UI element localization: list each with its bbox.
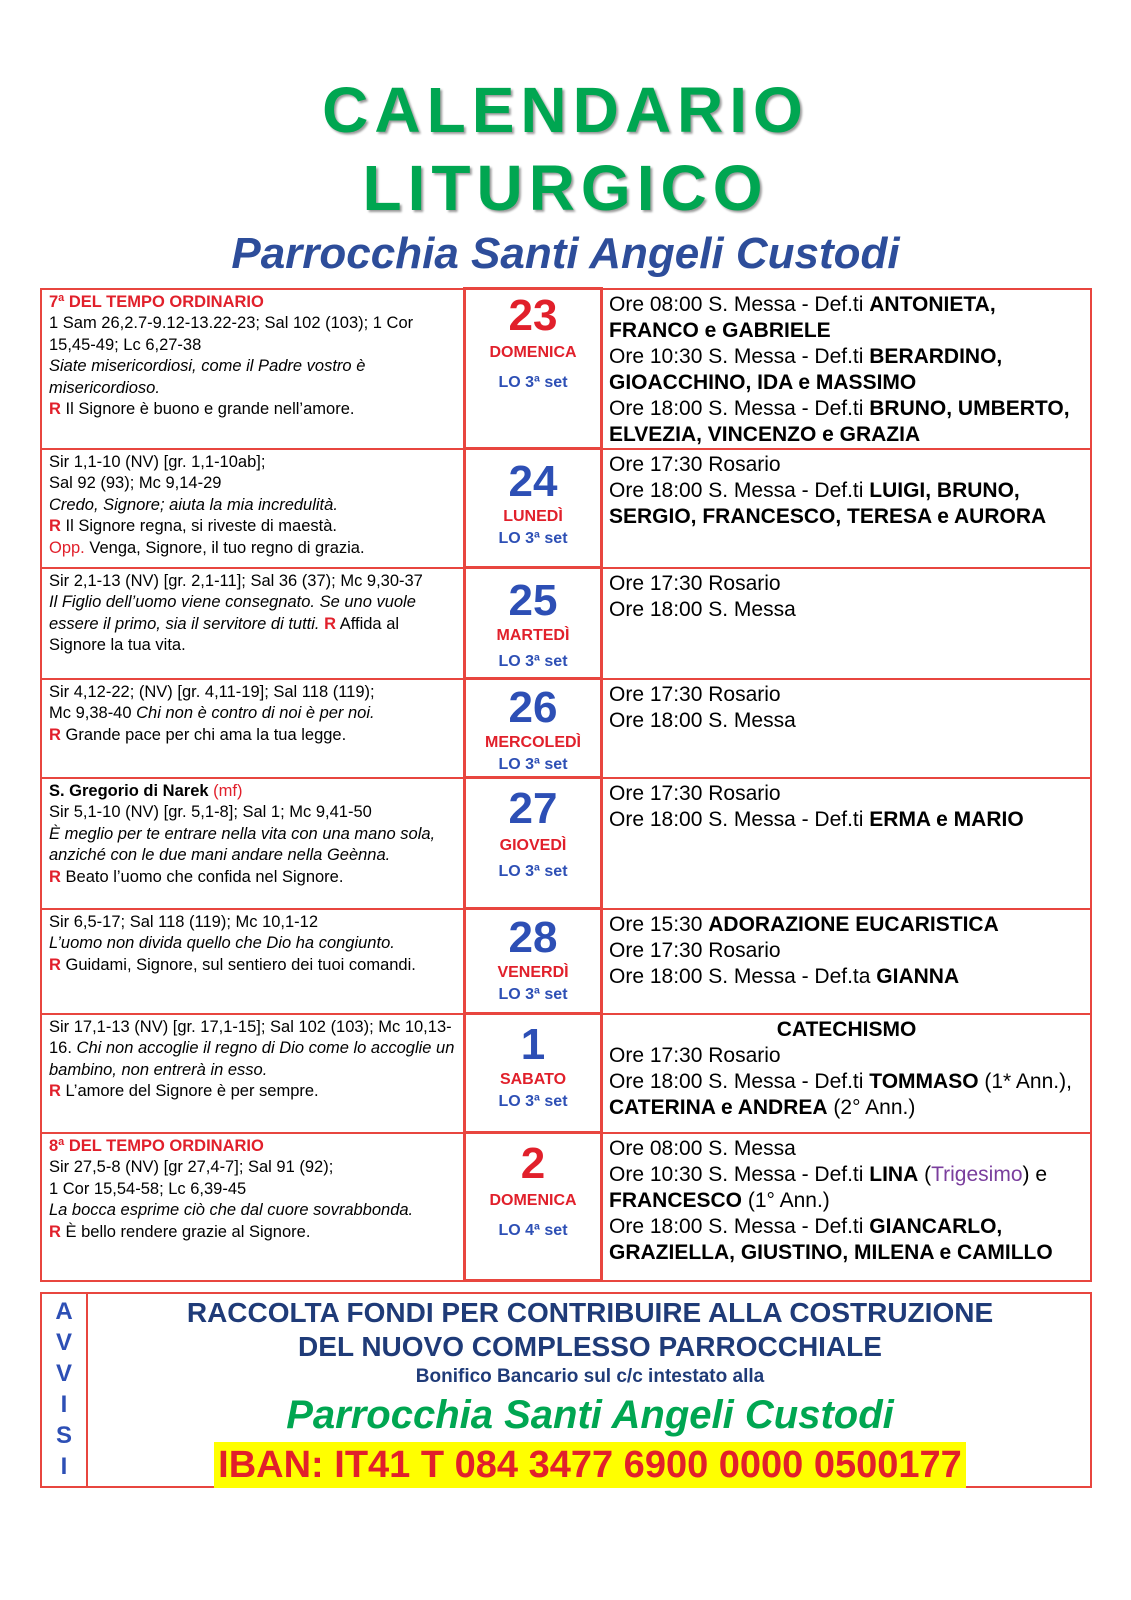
response-text: Il Signore è buono e grande nell’amore. — [60, 400, 355, 418]
mass-intentions: BERARDINO, GIOACCHINO, IDA e MASSIMO — [609, 344, 1003, 394]
fundraising-line2: DEL NUOVO COMPLESSO PARROCCHIALE — [298, 1331, 882, 1362]
calendar-row — [41, 449, 1091, 568]
readings-response — [49, 955, 457, 977]
masses-cell — [602, 289, 1092, 449]
mass-line: Ore 18:00 S. Messa — [609, 597, 796, 621]
day-number: 1 — [520, 1020, 546, 1069]
opp-text: Venga, Signore, il tuo regno di grazia. — [84, 538, 365, 557]
response-text: Grande pace per chi ama la tua legge. — [60, 725, 347, 744]
day-cell — [465, 778, 602, 909]
weekday-label: MERCOLEDÌ — [485, 734, 581, 751]
readings-quote: L’uomo non divida quello che Dio ha congiunto. — [49, 934, 395, 952]
mass-intentions: ANTONIETA, FRANCO e GABRIELE — [609, 292, 996, 342]
readings-response — [49, 725, 457, 747]
readings-refs: Sir 1,1-10 (NV) [gr. 1,1-10ab]; — [49, 452, 266, 471]
readings-alt-response — [49, 538, 457, 560]
mass-intentions: GIANCARLO, GRAZIELLA, GIUSTINO, MILENA e CAMILLO — [609, 1214, 1053, 1264]
response-mark: R — [324, 614, 337, 633]
mass-line — [609, 1069, 1084, 1121]
mass-intentions: CATERINA e ANDREA — [609, 1095, 828, 1119]
mass-time: Ore 18:00 S. Messa - Def.ti — [609, 478, 870, 502]
readings-quote: Chi non è contro di noi è per noi. — [136, 704, 375, 722]
mass-time: Ore 10:30 S. Messa - Def.ti — [609, 344, 870, 368]
readings-refs: 1 Cor 15,54-58; Lc 6,39-45 — [49, 1179, 247, 1198]
iban-code: IBAN: IT41 T 084 3477 6900 0000 0500177 — [214, 1442, 966, 1488]
mass-line: Ore 17:30 Rosario — [609, 452, 781, 476]
notices-parish-name: Parrocchia Santi Angeli Custodi — [286, 1393, 894, 1437]
calendar-row — [41, 1133, 1091, 1281]
readings-refs-quote — [49, 1017, 457, 1082]
readings-refs: Sir 5,1-10 (NV) [gr. 5,1-8]; Sal 1; Mc 9,41-50 — [49, 803, 372, 821]
readings-cell — [41, 289, 465, 449]
readings-refs: Sir 27,5-8 (NV) [gr 27,4-7]; Sal 91 (92); — [49, 1158, 334, 1176]
readings-response — [49, 1222, 457, 1244]
mass-intentions: ADORAZIONE EUCARISTICA — [708, 912, 999, 936]
masses-cell — [602, 679, 1092, 778]
liturgy-hours-label: LO 3ª set — [498, 374, 568, 391]
mass-intentions: LUIGI, BRUNO, SERGIO, FRANCESCO, TERESA e AURORA — [609, 478, 1047, 528]
day-cell — [465, 568, 602, 679]
response-text: L’amore del Signore è per sempre. — [60, 1082, 319, 1100]
weekday-label: DOMENICA — [489, 1192, 577, 1209]
opp-mark: Opp. — [49, 538, 85, 557]
masses-cell — [602, 778, 1092, 909]
fundraising-line1: RACCOLTA FONDI PER CONTRIBUIRE ALLA COSTRUZIONE — [186, 1297, 994, 1328]
notices-letter: I — [60, 1391, 68, 1418]
readings-cell — [41, 1133, 465, 1281]
response-mark: R — [49, 867, 61, 886]
masses-cell — [602, 1014, 1092, 1133]
day-number: 28 — [508, 913, 558, 962]
response-mark: R — [49, 1222, 61, 1241]
readings-response — [49, 399, 457, 421]
masses-cell — [602, 1133, 1092, 1281]
readings-refs: Sal 92 (93); Mc 9,14-29 — [49, 474, 222, 492]
day-number: 27 — [508, 784, 558, 833]
readings-cell — [41, 679, 465, 778]
day-number: 26 — [508, 683, 558, 732]
anniversary-note: (1* Ann.), — [978, 1069, 1072, 1093]
readings-refs: Mc 9,38-40 — [49, 704, 137, 722]
weekday-label: GIOVEDÌ — [499, 837, 567, 854]
day-number: 24 — [508, 457, 558, 506]
readings-heading — [49, 781, 457, 803]
saint-tag: (mf) — [213, 781, 243, 800]
mass-line — [609, 912, 1084, 938]
mass-line — [609, 344, 1084, 396]
readings-response — [49, 867, 457, 889]
response-mark: R — [49, 517, 61, 535]
parish-name: Parrocchia Santi Angeli Custodi — [231, 229, 900, 278]
mass-line: Ore 17:30 Rosario — [609, 1043, 781, 1067]
day-cell — [465, 449, 602, 568]
readings-refs: 1 Sam 26,2.7-9.12-13.22-23; Sal 102 (103); 1 Cor 15,45-49; Lc 6,27-38 — [49, 314, 414, 354]
response-mark: R — [49, 1082, 61, 1100]
day-number: 2 — [520, 1139, 546, 1188]
notices-letter: I — [60, 1453, 68, 1480]
liturgy-hours-label: LO 3ª set — [498, 986, 568, 1003]
calendar-row — [41, 289, 1091, 449]
mass-line — [609, 1214, 1084, 1266]
mass-line: Ore 17:30 Rosario — [609, 682, 781, 706]
title-calendario: CALENDARIO — [322, 74, 809, 146]
day-cell — [465, 289, 602, 449]
notices-content — [90, 1294, 1090, 1488]
weekday-label: SABATO — [499, 1071, 567, 1088]
readings-refs: Sir 4,12-22; (NV) [gr. 4,11-19]; Sal 118 (119); — [49, 682, 375, 701]
mass-time: Ore 10:30 S. Messa - Def.ti — [609, 1162, 870, 1186]
mass-line — [609, 807, 1084, 833]
response-mark: R — [49, 400, 61, 418]
anniversary-note: (1° Ann.) — [742, 1188, 830, 1212]
notices-side-label — [42, 1294, 88, 1486]
liturgy-hours-label: LO 4ª set — [498, 1222, 568, 1239]
calendar-row — [41, 1014, 1091, 1133]
readings-refs: Sir 17,1-13 (NV) [gr. 17,1-15]; Sal 102 (103); Mc 10,13-16. — [49, 1017, 452, 1057]
notices-letter: V — [55, 1329, 72, 1356]
readings-quote: La bocca esprime ciò che dal cuore sovrabbonda. — [49, 1201, 414, 1219]
mass-intentions: GIANNA — [876, 964, 960, 988]
readings-quote-response — [49, 592, 457, 657]
mass-line — [609, 478, 1084, 530]
mass-line — [609, 292, 1084, 344]
masses-cell — [602, 449, 1092, 568]
notices-letter: V — [55, 1360, 72, 1387]
response-mark: R — [49, 955, 61, 974]
mass-intentions: FRANCESCO — [609, 1188, 743, 1212]
saint-name: S. Gregorio di Narek — [49, 781, 214, 800]
liturgy-hours-label: LO 3ª set — [498, 1093, 568, 1110]
mass-intentions: BRUNO, UMBERTO, ELVEZIA, VINCENZO e GRAZIA — [609, 396, 1070, 446]
readings-quote: Siate misericordiosi, come il Padre vostro è misericordioso. — [49, 357, 366, 397]
mass-line: Ore 08:00 S. Messa — [609, 1136, 796, 1160]
weekday-label: LUNEDÌ — [503, 508, 563, 525]
liturgy-hours-label: LO 3ª set — [498, 530, 568, 547]
mass-time: Ore 18:00 S. Messa - Def.ti — [609, 807, 870, 831]
calendar-row — [41, 778, 1091, 909]
title-liturgico: LITURGICO — [362, 152, 769, 224]
readings-response — [49, 1081, 457, 1103]
mass-intentions: TOMMASO — [869, 1069, 979, 1093]
day-cell — [465, 679, 602, 778]
mass-line: Ore 17:30 Rosario — [609, 781, 781, 805]
readings-cell — [41, 568, 465, 679]
catechism-heading: CATECHISMO — [776, 1017, 917, 1041]
readings-cell — [41, 449, 465, 568]
liturgy-hours-label: LO 3ª set — [498, 863, 568, 880]
readings-cell — [41, 1014, 465, 1133]
mass-line — [609, 1162, 1084, 1214]
mass-time: Ore 18:00 S. Messa - Def.ti — [609, 1069, 870, 1093]
mass-line: Ore 18:00 S. Messa — [609, 708, 796, 732]
calendar-row — [41, 679, 1091, 778]
response-text: Guidami, Signore, sul sentiero dei tuoi comandi. — [60, 955, 416, 974]
readings-heading: 7ª DEL TEMPO ORDINARIO — [49, 292, 264, 311]
response-text: È bello rendere grazie al Signore. — [60, 1222, 311, 1241]
paren: ( — [918, 1162, 932, 1186]
notices-box — [40, 1292, 1092, 1488]
paren: ) e — [1022, 1162, 1048, 1186]
day-cell — [465, 1133, 602, 1281]
response-mark: R — [49, 725, 61, 744]
calendar-table — [40, 287, 1092, 1282]
readings-refs: Sir 2,1-13 (NV) [gr. 2,1-11]; Sal 36 (37); Mc 9,30-37 — [49, 571, 423, 590]
response-text: Il Signore regna, si riveste di maestà. — [60, 517, 337, 535]
readings-cell — [41, 909, 465, 1014]
notices-letter: S — [55, 1422, 72, 1449]
mass-intentions: ERMA e MARIO — [869, 807, 1024, 831]
response-text: Beato l’uomo che confida nel Signore. — [60, 867, 344, 886]
readings-refs: Sir 6,5-17; Sal 118 (119); Mc 10,1-12 — [49, 912, 319, 931]
day-cell — [465, 1014, 602, 1133]
readings-response — [49, 516, 457, 538]
trigesimo-tag: Trigesimo — [931, 1162, 1023, 1186]
weekday-label: DOMENICA — [489, 344, 577, 361]
liturgy-hours-label: LO 3ª set — [498, 756, 568, 773]
readings-cell — [41, 778, 465, 909]
notices-letter: A — [55, 1298, 73, 1325]
mass-line — [609, 964, 1084, 990]
readings-quote: Il Figlio dell’uomo viene consegnato. Se uno vuole essere il primo, sia il servitore di tutti. — [49, 593, 416, 633]
day-cell — [465, 909, 602, 1014]
weekday-label: MARTEDÌ — [496, 627, 570, 644]
readings-quote: Chi non accoglie il regno di Dio come lo accoglie un bambino, non entrerà in esso. — [49, 1039, 455, 1079]
mass-line: Ore 17:30 Rosario — [609, 938, 781, 962]
mass-time: Ore 18:00 S. Messa - Def.ta — [609, 964, 877, 988]
mass-line: Ore 17:30 Rosario — [609, 571, 781, 595]
liturgy-hours-label: LO 3ª set — [498, 653, 568, 670]
mass-time: Ore 18:00 S. Messa - Def.ti — [609, 1214, 870, 1238]
day-number: 25 — [508, 576, 558, 625]
bank-transfer-note: Bonifico Bancario sul c/c intestato alla — [415, 1366, 765, 1387]
readings-heading: 8ª DEL TEMPO ORDINARIO — [49, 1136, 264, 1155]
mass-time: Ore 18:00 S. Messa - Def.ti — [609, 396, 870, 420]
calendar-row — [41, 568, 1091, 679]
mass-intentions: LINA — [869, 1162, 919, 1186]
day-number: 23 — [508, 291, 558, 340]
response-text: Affida al Signore la tua vita. — [49, 614, 400, 654]
readings-refs-quote — [49, 703, 457, 725]
masses-cell — [602, 909, 1092, 1014]
calendar-row — [41, 909, 1091, 1014]
anniversary-note: (2° Ann.) — [827, 1095, 916, 1119]
weekday-label: VENERDÌ — [497, 964, 569, 981]
mass-time: Ore 15:30 — [609, 912, 709, 936]
mass-time: Ore 08:00 S. Messa - Def.ti — [609, 292, 870, 316]
readings-quote: Credo, Signore; aiuta la mia incredulità. — [49, 495, 338, 514]
readings-quote: È meglio per te entrare nella vita con una mano sola, anziché con le due mani andare nella Geènna. — [49, 824, 436, 864]
mass-line — [609, 396, 1084, 448]
masses-cell — [602, 568, 1092, 679]
